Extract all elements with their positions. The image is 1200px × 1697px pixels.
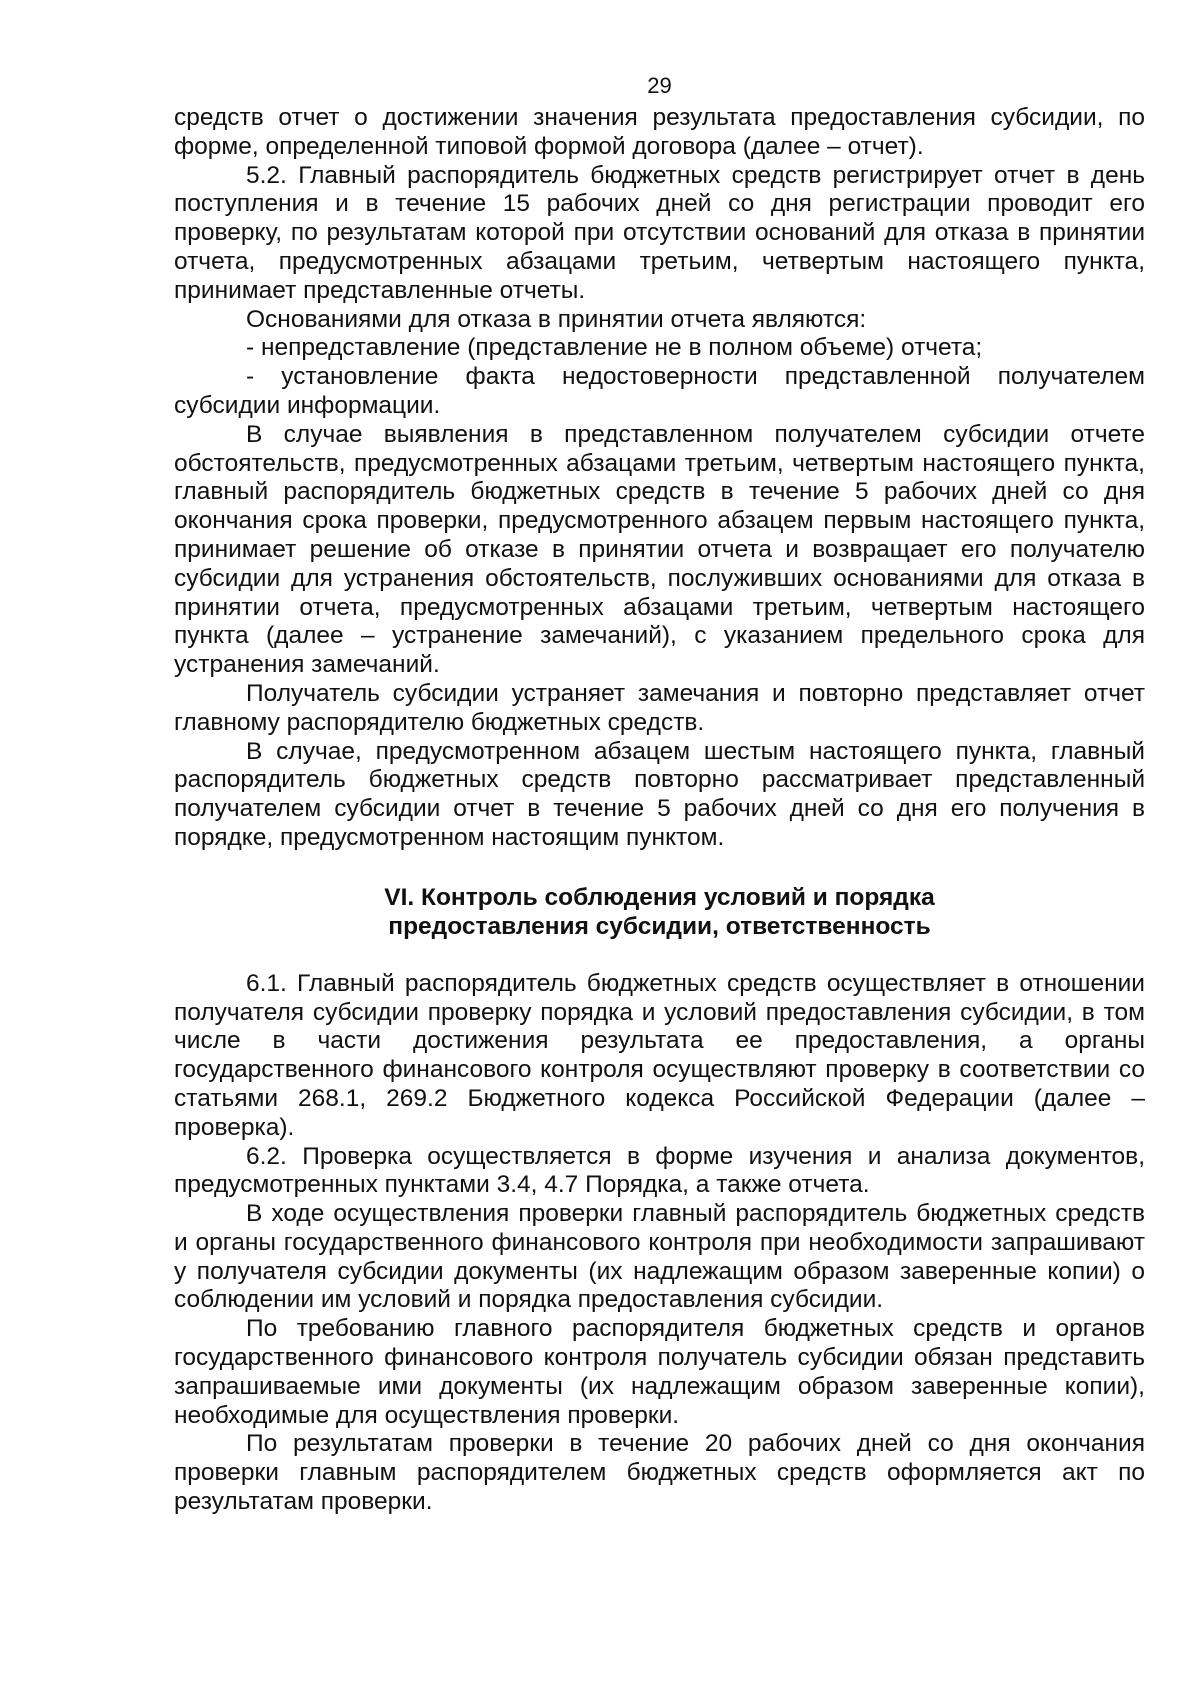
section-a (174, 104, 1145, 853)
section-b (174, 970, 1145, 1517)
paragraph: В случае выявления в представленном получателем субсидии отчете обстоятельств, предусмотренных абзацами третьим, четвертым настоящего пункта, главный распорядитель бюджетных средств в течение 5 рабочих дней со дня окончания срока проверки, предусмотренного абзацем первым настоящего пункта, принимает решение об отказе в принятии отчета и возвращает его получателю субсидии для устранения обстоятельств, послуживших основаниями для отказа в принятии отчета, предусмотренных абзацами третьим, четвертым настоящего пункта (далее – устранение замечаний), с указанием предельного срока для устранения замечаний. (174, 420, 1145, 679)
paragraph: 5.2. Главный распорядитель бюджетных средств регистрирует отчет в день поступления и в течение 15 рабочих дней со дня регистрации проводит его проверку, по результатам которой при отсутствии оснований для отказа в принятии отчета, предусмотренных абзацами третьим, четвертым настоящего пункта, принимает представленные отчеты. (174, 161, 1145, 304)
paragraph: В ходе осуществления проверки главный распорядитель бюджетных средств и органы государственного финансового контроля при необходимости запрашивают у получателя субсидии документы (их надлежащим образом заверенные копии) о соблюдении им условий и порядка предоставления субсидии. (174, 1200, 1145, 1314)
paragraph: По требованию главного распорядителя бюджетных средств и органов государственного финансового контроля получатель субсидии обязан представить запрашиваемые ими документы (их надлежащим образом заверенные копии), необходимые для осуществления проверки. (174, 1315, 1145, 1429)
paragraph: - непредставление (представление не в полном объеме) отчета; (246, 334, 983, 362)
paragraph: - установление факта недостоверности представленной получателем субсидии информации. (174, 363, 1145, 419)
paragraph: По результатам проверки в течение 20 рабочих дней со дня окончания проверки главным распорядителем бюджетных средств оформляется акт по результатам проверки. (174, 1430, 1145, 1516)
paragraph: 6.2. Проверка осуществляется в форме изучения и анализа документов, предусмотренных пунктами 3.4, 4.7 Порядка, а также отчета. (174, 1142, 1145, 1199)
document-page (174, 68, 1145, 1517)
paragraph: средств отчет о достижении значения результата предоставления субсидии, по форме, определенной типовой формой договора (далее – отчет). (174, 104, 1145, 160)
section-heading-line-2: предоставления субсидии, ответственность (388, 912, 931, 940)
paragraph: Получатель субсидии устраняет замечания и повторно представляет отчет главному распорядителю бюджетных средств. (174, 679, 1145, 736)
paragraph: Основаниями для отказа в принятии отчета являются: (246, 305, 867, 333)
paragraph: 6.1. Главный распорядитель бюджетных средств осуществляет в отношении получателя субсидии проверку порядка и условий предоставления субсидии, в том числе в части достижения результата ее предоставления, а органы государственного финансового контроля осуществляют проверку в соответствии со статьями 268.1, 269.2 Бюджетного кодекса Российской Федерации (далее – проверка). (174, 969, 1145, 1141)
section-heading (174, 883, 1145, 941)
page-number: 29 (647, 73, 672, 98)
paragraph: В случае, предусмотренном абзацем шестым настоящего пункта, главный распорядитель бюджетных средств повторно рассматривает представленный получателем субсидии отчет в течение 5 рабочих дней со дня его получения в порядке, предусмотренном настоящим пунктом. (174, 737, 1145, 851)
section-heading-line-1: VI. Контроль соблюдения условий и порядка (384, 883, 935, 911)
